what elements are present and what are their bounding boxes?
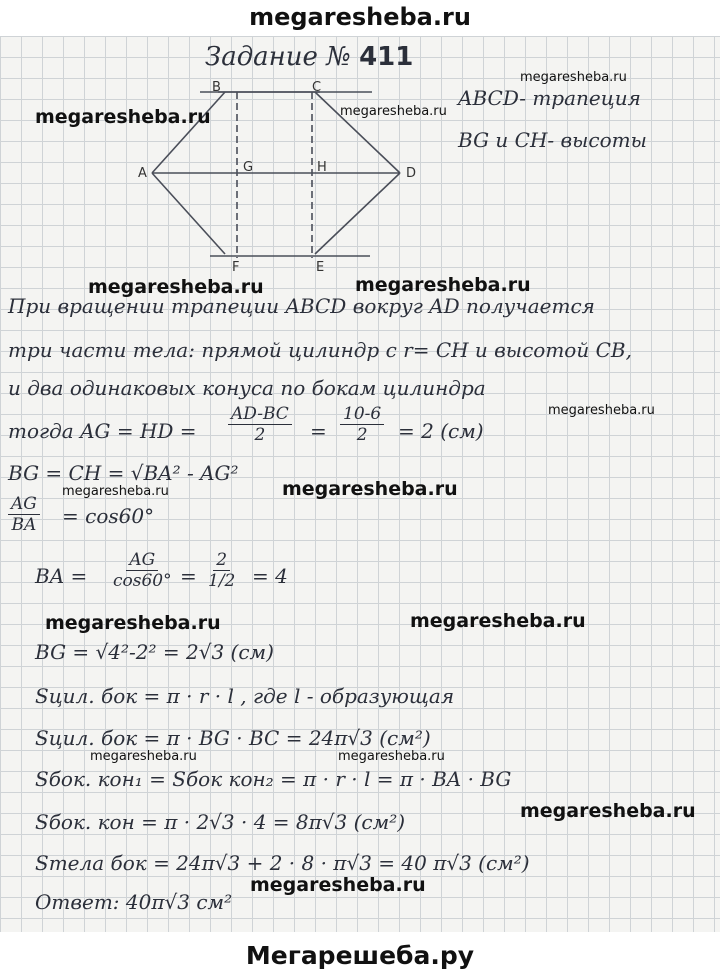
solution-line-12: Sбок. кон = π · 2√3 · 4 = 8π√3 (см²) — [35, 810, 406, 834]
vertex-label-c: C — [312, 80, 322, 95]
task-label: Задание № — [205, 42, 351, 72]
solution-line-11: Sбок. кон₁ = Sбок кон₂ = π · r · l = π · BA · BG — [35, 767, 512, 791]
watermark: megaresheba.ru — [355, 274, 531, 296]
vertex-label-b: B — [212, 80, 221, 95]
watermark: megaresheba.ru — [250, 874, 426, 896]
watermark: megaresheba.ru — [35, 106, 211, 128]
vertex-label-h: H — [317, 160, 327, 175]
solution-line-1: При вращении трапеции ABCD вокруг AD получается — [8, 294, 595, 318]
watermark: megaresheba.ru — [338, 749, 445, 764]
solution-line-7-lead: BA = — [35, 564, 88, 588]
solution-line-4-lead: тогда AG = HD = — [8, 419, 197, 443]
fraction-ten-minus-six — [340, 404, 384, 445]
solution-line-9: Sцил. бок = π · r · l , где l - образующая — [35, 684, 455, 708]
watermark: megaresheba.ru — [548, 403, 655, 418]
solution-line-2: три части тела: прямой цилиндр с r= CH и высотой CB, — [8, 338, 632, 362]
solution-line-5: BG = CH = √BA² - AG² — [8, 461, 239, 485]
fraction-ag-over-cos60 — [110, 550, 175, 591]
solution-line-6-rest: = cos60° — [62, 504, 155, 528]
vertex-label-d: D — [406, 166, 417, 181]
segment-af — [152, 173, 225, 254]
vertex-label-g: G — [243, 160, 254, 175]
solution-line-4-result: = 2 (см) — [398, 419, 484, 443]
watermark: megaresheba.ru — [45, 612, 221, 634]
solution-line-3: и два одинаковых конуса по бокам цилиндра — [8, 376, 486, 400]
vertex-label-e: E — [316, 260, 325, 275]
solution-line-13: Sтела бок = 24π√3 + 2 · 8 · π√3 = 40 π√3 (см²) — [35, 851, 530, 875]
answer-line: Ответ: 40π√3 см² — [35, 890, 233, 914]
solution-line-7-result: = 4 — [252, 564, 288, 588]
fraction-denominator: 1/2 — [208, 571, 236, 591]
watermark: megaresheba.ru — [282, 478, 458, 500]
fraction-numerator: 2 — [213, 550, 230, 571]
segment-ed — [315, 173, 400, 254]
fraction-denominator: 2 — [254, 425, 266, 445]
homework-sheet — [0, 36, 720, 932]
watermark: megaresheba.ru — [88, 276, 264, 298]
watermark: megaresheba.ru — [520, 70, 627, 85]
given-line-2: BG и CH- высоты — [458, 128, 647, 152]
task-title — [205, 42, 413, 72]
given-line-1: ABCD- трапеция — [458, 86, 641, 110]
fraction-numerator: AD-BC — [228, 404, 292, 425]
watermark: megaresheba.ru — [520, 800, 696, 822]
watermark: megaresheba.ru — [90, 749, 197, 764]
site-footer[interactable]: Мегарешеба.ру — [245, 941, 475, 970]
fraction-ad-minus-bc — [228, 404, 292, 445]
equals-sign: = — [310, 419, 327, 443]
fraction-denominator: 2 — [356, 425, 368, 445]
fraction-numerator: AG — [126, 550, 158, 571]
solution-line-8: BG = √4²-2² = 2√3 (см) — [35, 640, 274, 664]
site-header[interactable]: megaresheba.ru — [249, 3, 471, 31]
fraction-denominator: cos60° — [113, 571, 172, 591]
vertex-label-a: A — [138, 166, 147, 181]
segment-ab — [152, 92, 225, 173]
fraction-numerator: AG — [8, 494, 40, 515]
watermark: megaresheba.ru — [62, 484, 169, 499]
watermark: megaresheba.ru — [410, 610, 586, 632]
fraction-numerator: 10-6 — [340, 404, 384, 425]
equals-sign: = — [180, 564, 197, 588]
vertex-label-f: F — [232, 260, 240, 275]
watermark: megaresheba.ru — [340, 104, 447, 119]
fraction-two-over-half — [205, 550, 238, 591]
task-number: 411 — [359, 42, 414, 72]
fraction-denominator: BA — [11, 515, 37, 535]
fraction-ag-over-ba — [8, 494, 40, 535]
solution-line-10: Sцил. бок = π · BG · BC = 24π√3 (см²) — [35, 726, 431, 750]
